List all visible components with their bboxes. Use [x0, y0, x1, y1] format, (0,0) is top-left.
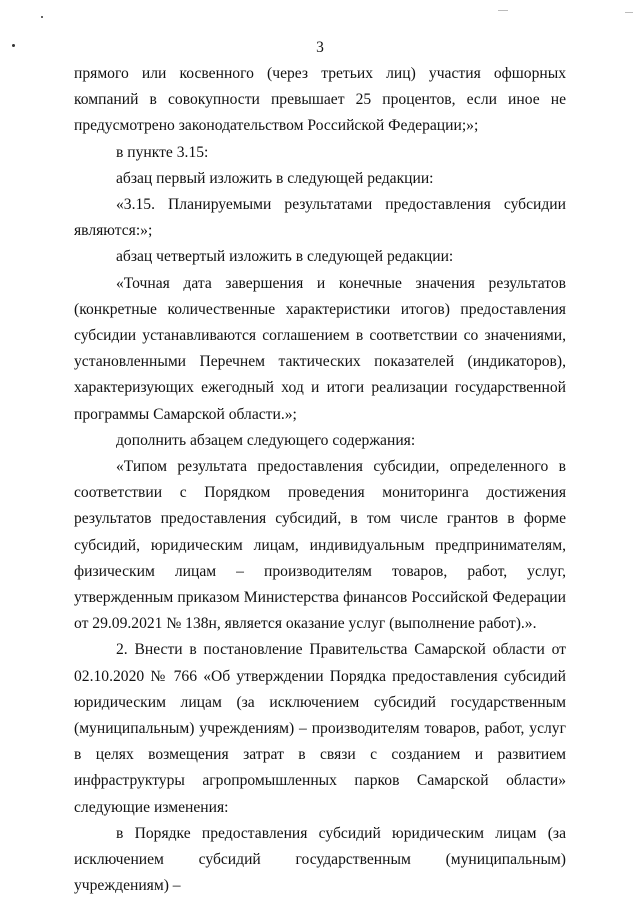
- paragraph: абзац первый изложить в следующей редакции:: [116, 169, 434, 187]
- scan-speck: [625, 12, 633, 13]
- paragraph: 2. Внести в постановление Правительства Самарской области от 02.10.2020 № 766 «Об утверждении Порядка предоставления субсидий юридическим лицам (за исключением субсидий государственным (муниципальным) учреждениям) – производителям товаров, работ, услуг в целях возмещения затрат в связи с созданием и развитием инфраструктуры агропромышленных парков Самарской области» следующие изменения:: [74, 641, 566, 816]
- page-number: 3: [316, 39, 324, 56]
- paragraph: в Порядке предоставления субсидий юридическим лицам (за исключением субсидий государственным (муниципальным) учреждениям) –: [74, 824, 566, 895]
- paragraph: в пункте 3.15:: [116, 143, 209, 161]
- paragraph: «Типом результата предоставления субсидии, определенного в соответствии с Порядком проведения мониторинга достижения результатов предоставления субсидий, в том числе грантов в форме субсидий, юридическим лицам, индивидуальным предпринимателям, физическим лицам – производителям товаров, работ, услуг, утвержденным приказом Министерства финансов Российской Федерации от 29.09.2021 № 138н, является оказание услуг (выполнение работ).».: [74, 458, 566, 633]
- paragraph: прямого или косвенного (через третьих лиц) участия офшорных компаний в совокупности превышает 25 процентов, если иное не предусмотрено законодательством Российской Федерации;»;: [74, 65, 566, 135]
- paragraph: дополнить абзацем следующего содержания:: [116, 431, 416, 449]
- scan-speck: [41, 16, 43, 18]
- paragraph: «3.15. Планируемыми результатами предоставления субсидии являются:»;: [74, 196, 566, 240]
- paragraph: абзац четвертый изложить в следующей редакции:: [116, 248, 454, 266]
- scan-speck: [498, 10, 508, 11]
- paragraph: «Точная дата завершения и конечные значения результатов (конкретные количественные характеристики итогов) предоставления субсидии устанавливаются соглашением в соответствии со значениями, установленными Перечнем тактических показателей (индикаторов), характеризующих ежегодный ход и итоги реализации государственной программы Самарской области.»;: [74, 274, 566, 423]
- document-body: [74, 61, 566, 900]
